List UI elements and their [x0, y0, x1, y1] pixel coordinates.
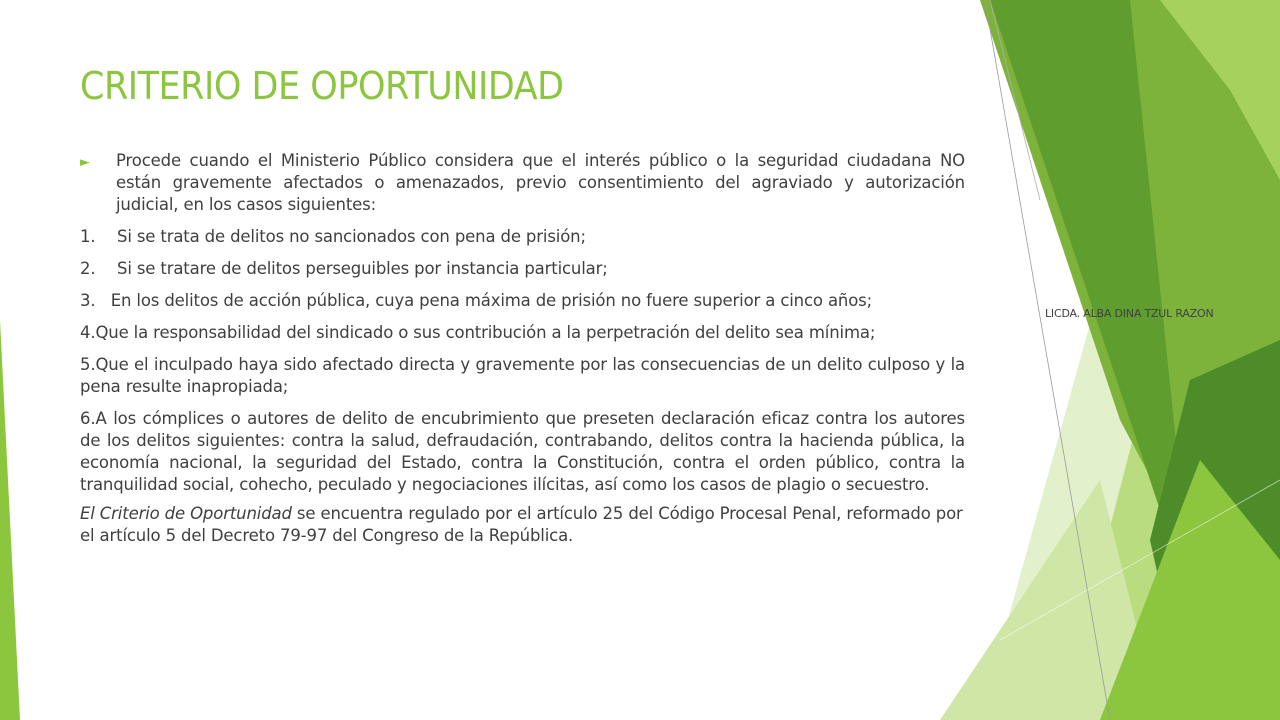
slide-title: CRITERIO DE OPORTUNIDAD [80, 64, 564, 108]
reference-text: se encuentra regulado por el artículo 25 del Código Procesal Penal, reformado por el artículo 5 del Decreto 79-97 del Congreso de la República. [80, 504, 963, 545]
list-number: 1. [80, 227, 96, 246]
list-number: 2. [80, 259, 96, 278]
list-item-5: 5.Que el inculpado haya sido afectado directa y gravemente por las consecuencias de un delito culposo y la pena resulte inapropiada; [80, 355, 965, 396]
reference-italic: El Criterio de Oportunidad [80, 504, 292, 523]
list-item-text: Si se trata de delitos no sancionados con pena de prisión; [117, 227, 586, 246]
reference-paragraph [80, 503, 965, 547]
left-green-strip [0, 320, 20, 720]
list-item-3: 3. En los delitos de acción pública, cuya pena máxima de prisión no fuere superior a cinco años; [80, 291, 873, 310]
arrow-bullet-icon: ► [80, 155, 90, 170]
author-signature: LICDA. ALBA DINA TZUL RAZON [1045, 307, 1214, 320]
list-item-6: 6.A los cómplices o autores de delito de encubrimiento que preseten declaración eficaz contra los autores de los delitos siguientes: contra la salud, defraudación, contrabando, delitos contra la hacienda pública, la economía nacional, la seguridad del Estado, contra la Constitución, contra el orden público, contra la tranquilidad social, cohecho, peculado y negociaciones ilícitas, así como los casos de plagio o secuestro. [80, 409, 965, 494]
intro-text: Procede cuando el Ministerio Público considera que el interés público o la seguridad ciudadana NO están gravemente afectados o amenazados, previo consentimiento del agraviado y autorización judicial, en los casos siguientes: [116, 151, 965, 214]
intro-bullet [80, 150, 965, 216]
list-item-2 [80, 258, 965, 280]
list-item-text: Si se tratare de delitos perseguibles por instancia particular; [117, 259, 608, 278]
slide-content [80, 150, 965, 547]
list-item-1 [80, 226, 965, 248]
list-item-4: 4.Que la responsabilidad del sindicado o sus contribución a la perpetración del delito sea mínima; [80, 323, 876, 342]
